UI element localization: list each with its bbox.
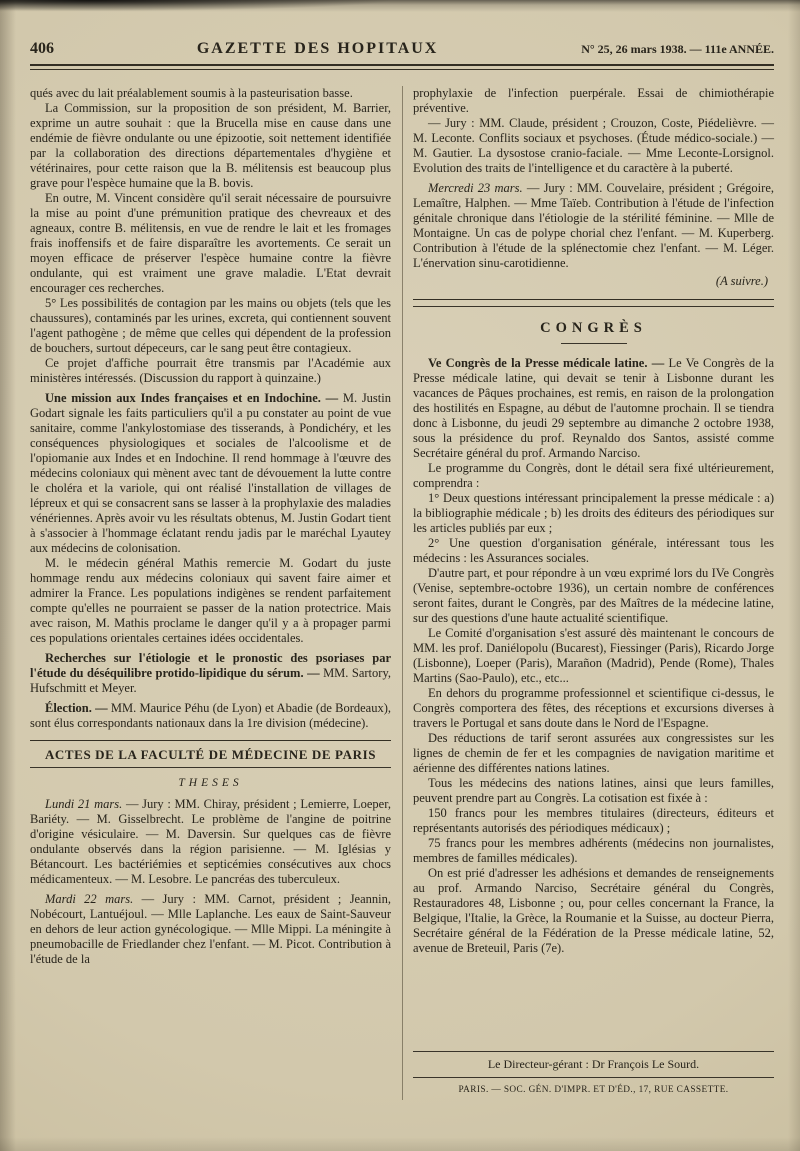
paragraph-text: On est prié d'adresser les adhésions et demandes de renseignements au prof. Armando Narciso, Secrétaire général du Congrès, Restauradores 48, Lisbonne ; ou, pour celles concernant la France, la Belgique, l'Italie, la Grèce, la Roumanie et la Suisse, au docteur Pierra, Secrétaire général de la Fédération de la Presse médicale latine, 52, avenue de Breteuil, Paris (7e). — [413, 866, 774, 955]
paragraph — [413, 86, 774, 116]
column-divider — [402, 86, 403, 1100]
paragraph — [413, 626, 774, 686]
header-double-rule — [30, 64, 774, 70]
page-header — [30, 40, 774, 58]
paragraph-text: D'autre part, et pour répondre à un vœu exprimé lors du IVe Congrès (Venise, septembre-octobre 1936), un certain nombre de conférences seront faites, durant le Congrès, par des Maîtres de la médecine latine, sur des questions d'une haute actualité scientifique. — [413, 566, 774, 625]
paragraph — [413, 536, 774, 566]
paragraph-text: qués avec du lait préalablement soumis à la pasteurisation basse. — [30, 86, 353, 100]
journal-title: GAZETTE DES HOPITAUX — [196, 40, 439, 57]
paragraph — [413, 806, 774, 836]
congres-section-rule-top — [413, 299, 774, 300]
faculty-section-top-rule — [30, 740, 391, 741]
paragraph-text: M. Justin Godart signale les faits particuliers qu'il a pu constater au point de vue sanitaire, comme l'ankylostomiase des tisserands, à Pondichéry, et les conséquences physiologiques et sociales de l'alcoolisme et de l'opiomanie aux Indes et en Indochine. Il rend hommage à l'œuvre des médecins coloniaux qui mènent avec tant de dévouement la lutte contre le choléra et la variole, qui ont réalisé l'installation de villages de lépreux et qui se consacrent sans se lasser à la prophylaxie des maladies vénériennes. Après avoir vu les résultats obtenus, M. Justin Godart tient à s'associer à l'hommage éclatant rendu jadis par le maréchal Lyautey aux médecins de colonisation. — [30, 391, 391, 555]
paragraph-text: Des réductions de tarif seront assurées aux congressistes sur les lignes de chemin de fer et les compagnies de navigation maritime et aérienne des différentes nations latines. — [413, 731, 774, 775]
paragraph-lead: Une mission aux Indes françaises et en Indochine. — — [45, 391, 339, 405]
paragraph — [30, 191, 391, 296]
right-column — [413, 86, 774, 1100]
paragraph-text: prophylaxie de l'infection puerpérale. Essai de chimiothérapie préventive. — [413, 86, 774, 115]
paragraph — [413, 491, 774, 536]
congres-section-rule-second — [413, 306, 774, 307]
paragraph-text: M. le médecin général Mathis remercie M. Godart du juste hommage rendu aux médecins coloniaux qui savent faire aimer et admirer la France. Les populations indigènes se rendent parfaitement compte qu'elles ne pourraient se passer de la nation protectrice. Mais avec raison, M. Mathis proclame le danger qu'il y a à propager parmi ces populations orientales certaines idées occidentales. — [30, 556, 391, 645]
congres-section-title: CONGRÈS — [540, 320, 647, 336]
paragraph-text: Le Ve Congrès de la Presse médicale latine, qui devait se tenir à Lisbonne durant les vacances de Pâques prochaines, est remis, en raison de la prolongation des hostilités en Espagne, au début de l'automne prochain. Il se tiendra donc à Lisbonne, du jeudi 29 septembre au dimanche 2 octobre 1938, sous la présidence du prof. Reynaldo dos Santos, assisté comme Secrétaire général du prof. Armando Narciso. — [413, 356, 774, 460]
paragraph — [30, 556, 391, 646]
paragraph — [30, 651, 391, 696]
paragraph-lead: Recherches sur l'étiologie et le pronostic des psoriases par l'étude du déséquilibre protido-lipidique du sérum. — — [30, 651, 391, 680]
paragraph-text: 75 francs pour les membres adhérents (médecins non journalistes, membres de familles médicales). — [413, 836, 774, 865]
paragraph — [413, 181, 774, 271]
paragraph-text: — Jury : MM. Claude, président ; Crouzon, Coste, Piédelièvre. — M. Leconte. Conflits sociaux et psychoses. (Étude médico-sociale.) — M. Gautier. La dysostose cranio-faciale. — Mme Leconte-Lorsignol. Evolution des traits de l'intelligence et du caractère à la puberté. — [413, 116, 774, 175]
paragraph-text: — Jury : MM. Chiray, président ; Lemierre, Loeper, Bariéty. — M. Gisselbrecht. Le problème de l'angine de poitrine d'origine vésiculaire. — M. Daversin. Sur quelques cas de fièvre ondulante observés dans la région parisienne. — M. Iglésias y Bétancourt. Les bactériémies et septicémies consécutives aux chocs médicamenteux. — M. Lesobre. Le pancréas des tuberculeux. — [30, 797, 391, 886]
paragraph — [30, 701, 391, 731]
paragraph-lead: Mercredi 23 mars. — [428, 181, 523, 195]
paragraph-text: Le Comité d'organisation s'est assuré dès maintenant le concours de MM. les prof. Daniélopolu (Bucarest), Fiessinger (Paris), Ricardo Jorge (Lisbonne), Loeper (Paris), Marañon (Madrid), Pende (Rome), Thales Martins (Sao-Paulo), etc., etc... — [413, 626, 774, 685]
paragraph-lead: Mardi 22 mars. — [45, 892, 134, 906]
paragraph-lead: Élection. — — [45, 701, 108, 715]
paragraph-text: 1° Deux questions intéressant principalement la presse médicale : a) la bibliographie médicale ; b) les droits des éditeurs des périodiques sur les articles publiés par eux ; — [413, 491, 774, 535]
issue-info: N° 25, 26 mars 1938. — 111e ANNÉE. — [581, 42, 774, 56]
paragraph-text: Le programme du Congrès, dont le détail sera fixé ultérieurement, comprendra : — [413, 461, 774, 490]
paragraph-text: 2° Une question d'organisation générale, intéressant tous les médecins : les Assurances sociales. — [413, 536, 774, 565]
paragraph — [413, 116, 774, 176]
paragraph — [30, 391, 391, 556]
paragraph-text: Tous les médecins des nations latines, ainsi que leurs familles, peuvent prendre part au Congrès. La cotisation est fixée à : — [413, 776, 774, 805]
paragraph-text: En dehors du programme professionnel et scientifique ci-dessus, le Congrès comportera des fêtes, des réceptions et excursions diverses à travers le Portugal et sans doute dans le Nord de l'Espagne. — [413, 686, 774, 730]
paragraph — [30, 356, 391, 386]
paragraph — [413, 731, 774, 776]
faculty-section-bottom-rule — [30, 767, 391, 768]
imprint-rule-top — [413, 1051, 774, 1052]
paragraph-text: 150 francs pour les membres titulaires (directeurs, éditeurs et représentants autorisés des périodiques médicaux) ; — [413, 806, 774, 835]
paragraph — [413, 866, 774, 956]
page-columns — [30, 86, 774, 1100]
paragraph-lead: Lundi 21 mars. — [45, 797, 123, 811]
printer-line: PARIS. — SOC. GÉN. D'IMPR. ET D'ÉD., 17, RUE CASSETTE. — [458, 1085, 729, 1095]
imprint-footer — [413, 1046, 774, 1100]
paragraph-text: MM. Sartory, Hufschmitt et Meyer. — [30, 666, 392, 695]
paragraph — [413, 356, 774, 461]
paragraph-text: En outre, M. Vincent considère qu'il serait nécessaire de poursuivre la mise au point d'une prémunition pratique des chevreaux et des agneaux, contre B. mélitensis, en vue de rendre le lait et les fromages frais inoffensifs et de faire disparaître les avortements. Ce serait un moyen efficace de préserver l'espèce humaine contre la fièvre ondulante, qui est vraiment une grave maladie. L'Etat devrait encourager ces recherches. — [30, 191, 391, 295]
congres-title-underline — [561, 343, 627, 344]
page-number: 406 — [30, 40, 54, 57]
paragraph — [30, 892, 391, 967]
paragraph — [30, 101, 391, 191]
director-line: Le Directeur-gérant : Dr François Le Sourd. — [487, 1057, 700, 1071]
theses-subtitle: THESES — [178, 777, 243, 789]
paragraph-text: La Commission, sur la proposition de son président, M. Barrier, exprime un autre souhait : que la Brucella mise en cause dans une endémie de fièvre ondulante ou une épizootie, soit nettement identifiée par la collaboration des directions départementales d'hygiène et vétérinaires, pour cette raison que la B. mélitensis est beaucoup plus grave pour l'espèce humaine que la B. bovis. — [30, 101, 391, 190]
page-content — [30, 40, 774, 1100]
faculty-section-title: ACTES DE LA FACULTÉ DE MÉDECINE DE PARIS — [44, 747, 377, 762]
paragraph-text: MM. Maurice Péhu (de Lyon) et Abadie (de Bordeaux), sont élus correspondants nationaux dans la 1re division (médecine). — [30, 701, 392, 730]
to-be-continued-note: (A suivre.) — [715, 274, 768, 288]
paragraph — [413, 776, 774, 806]
paragraph — [413, 566, 774, 626]
paragraph-text: Ce projet d'affiche pourrait être transmis par l'Académie aux ministères intéressés. (Discussion du rapport à quinzaine.) — [30, 356, 391, 385]
left-column — [30, 86, 392, 1100]
paragraph-lead: Ve Congrès de la Presse médicale latine. — — [428, 356, 665, 370]
paragraph-text: — Jury : MM. Carnot, président ; Jeannin, Nobécourt, Lantuéjoul. — Mlle Laplanche. Les eaux de Saint-Sauveur en dehors de leur action gynécologique. — Mlle Mippi. La méningite à pneumobacille de Friedlander chez l'enfant. — M. Picot. Contribution à l'étude de la — [30, 892, 392, 966]
paragraph — [413, 461, 774, 491]
paragraph — [30, 296, 391, 356]
imprint-rule-bottom — [413, 1077, 774, 1078]
paragraph — [30, 86, 391, 101]
paragraph — [30, 797, 391, 887]
paragraph — [413, 836, 774, 866]
paragraph — [413, 686, 774, 731]
paragraph-text: 5° Les possibilités de contagion par les mains ou objets (tels que les chaussures), contaminés par les urines, excreta, qui contiennent souvent l'agent pathogène ; de même que celles qui dépendent de la profession de bouchers, surtout dépeceurs, car le sang peut être contagieux. — [30, 296, 391, 355]
paragraph-text: — Jury : MM. Couvelaire, président ; Grégoire, Lemaître, Halphen. — Mme Taïeb. Contribution à l'étude de l'infection génitale chronique dans l'étiologie de la stérilité féminine. — Mlle de Montaigne. Un cas de polype chorial chez l'enfant. — M. Kuperberg. Contribution à l'étude de la splénectomie chez l'enfant. — M. Léger. L'énervation sinu-carotidienne. — [413, 181, 774, 270]
